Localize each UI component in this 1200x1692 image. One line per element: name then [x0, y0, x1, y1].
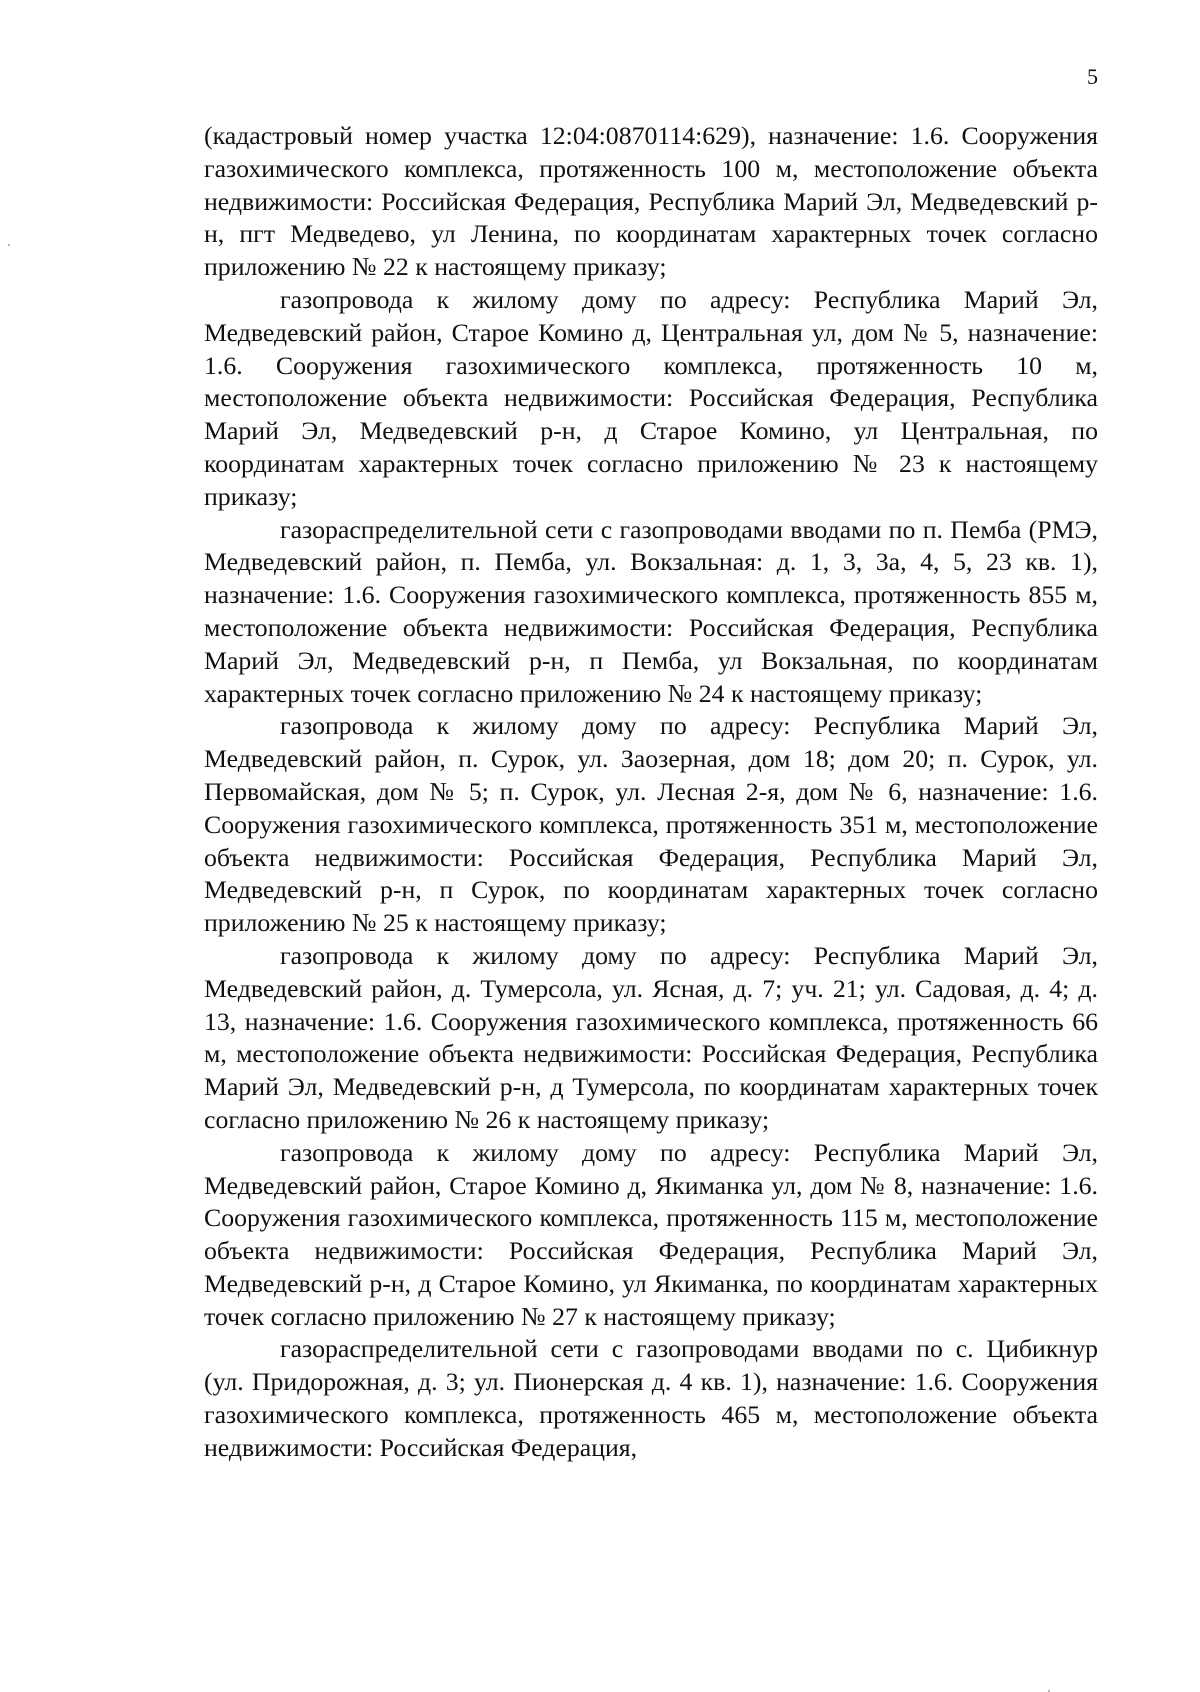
paragraph-3: газораспределительной сети с газопроводами вводами по п. Пемба (РМЭ, Медведевский район, п. Пемба, ул. Вокзальная: д. 1, 3, 3а, 4, 5, 23 кв. 1), назначение: 1.6. Сооружения газохимического комплекса, протяженность 855 м, местоположение объекта недвижимости: Российская Федерация, Республика Марий Эл, Медведевский р-н, п Пемба, ул Вокзальная, по координатам характерных точек согласно приложению № 24 к настоящему приказу;	[204, 514, 1098, 708]
page-number: 5	[1087, 64, 1098, 89]
paragraph-2: газопровода к жилому дому по адресу: Республика Марий Эл, Медведевский район, Старое Комино д, Центральная ул, дом № 5, назначение: 1.6. Сооружения газохимического комплекса, протяженность 10 м, местоположение объекта недвижимости: Российская Федерация, Республика Марий Эл, Медведевский р-н, д Старое Комино, ул Центральная, по координатам характерных точек согласно приложению № 23 к настоящему приказу;	[204, 284, 1098, 511]
scan-speck	[8, 244, 10, 246]
paragraph-5: газопровода к жилому дому по адресу: Республика Марий Эл, Медведевский район, д. Тумерсола, ул. Ясная, д. 7; уч. 21; ул. Садовая, д. 4; д. 13, назначение: 1.6. Сооружения газохимического комплекса, протяженность 66 м, местоположение объекта недвижимости: Российская Федерация, Республика Марий Эл, Медведевский р-н, д Тумерсола, по координатам характерных точек согласно приложению № 26 к настоящему приказу;	[204, 940, 1098, 1134]
paragraph-7: газораспределительной сети с газопроводами вводами по с. Цибикнур (ул. Придорожная, д. 3; ул. Пионерская д. 4 кв. 1), назначение: 1.6. Сооружения газохимического комплекса, протяженность 465 м, местоположение объекта недвижимости: Российская Федерация,	[204, 1334, 1098, 1462]
paragraph-6: газопровода к жилому дому по адресу: Республика Марий Эл, Медведевский район, Старое Комино д, Якиманка ул, дом № 8, назначение: 1.6. Сооружения газохимического комплекса, протяженность 115 м, местоположение объекта недвижимости: Российская Федерация, Республика Марий Эл, Медведевский р-н, д Старое Комино, ул Якиманка, по координатам характерных точек согласно приложению № 27 к настоящему приказу;	[204, 1137, 1098, 1331]
paragraph-4: газопровода к жилому дому по адресу: Республика Марий Эл, Медведевский район, п. Сурок, ул. Заозерная, дом 18; дом 20; п. Сурок, ул. Первомайская, дом № 5; п. Сурок, ул. Лесная 2-я, дом № 6, назначение: 1.6. Сооружения газохимического комплекса, протяженность 351 м, местоположение объекта недвижимости: Российская Федерация, Республика Марий Эл, Медведевский р-н, п Сурок, по координатам характерных точек согласно приложению № 25 к настоящему приказу;	[204, 711, 1098, 938]
paragraph-1: (кадастровый номер участка 12:04:0870114:629), назначение: 1.6. Сооружения газохимического комплекса, протяженность 100 м, местоположение объекта недвижимости: Российская Федерация, Республика Марий Эл, Медведевский р-н, пгт Медведево, ул Ленина, по координатам характерных точек согласно приложению № 22 к настоящему приказу;	[204, 121, 1098, 282]
document-body	[204, 120, 1098, 1465]
